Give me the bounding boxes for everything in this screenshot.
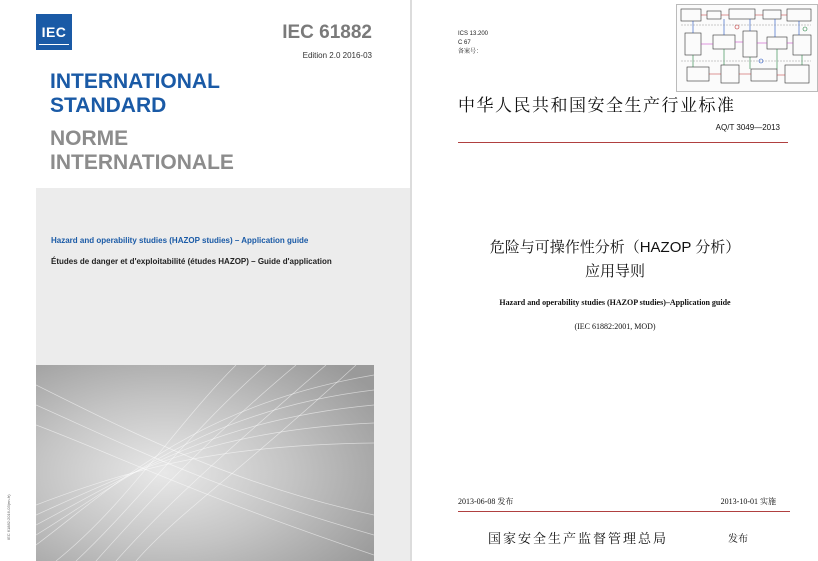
- implementation-date: 2013-10-01 实施: [720, 497, 776, 506]
- record-line: 备案号：: [458, 49, 483, 55]
- abstract-swirl-graphic: [36, 365, 374, 561]
- iec-subtitle-fr: Études de danger et d'exploitabilité (études HAZOP) – Guide d'application: [51, 257, 332, 266]
- pid-diagram-icon: [677, 5, 817, 91]
- iec-equivalence: (IEC 61882:2001, MOD): [574, 322, 656, 331]
- iec-standard-number: IEC 61882: [282, 22, 372, 43]
- top-rule: [458, 142, 788, 143]
- cn-title-line-1: 危险与可操作性分析（HAZOP 分析）: [489, 239, 741, 256]
- ics-line: ICS 13.200: [458, 31, 489, 37]
- international-standard-title: INTERNATIONAL STANDARD: [50, 70, 220, 117]
- cn-document-title: [460, 236, 770, 284]
- cn-cover-page: [412, 0, 818, 561]
- process-diagram-thumbnail: [676, 4, 818, 92]
- bottom-rule: [458, 511, 790, 512]
- publish-label: 发布: [728, 534, 748, 545]
- iec-logo: IEC: [36, 14, 72, 50]
- cn-standard-code: AQ/T 3049—2013: [715, 123, 780, 132]
- iec-subtitle-en: Hazard and operability studies (HAZOP studies) – Application guide: [51, 236, 309, 245]
- cn-english-title: Hazard and operability studies (HAZOP studies)–Application guide: [499, 298, 731, 307]
- issue-date: 2013-06-08 发布: [458, 497, 514, 506]
- iec-vertical-code: IEC 61882:2016-03(en-fr): [6, 494, 11, 540]
- class-line: C 67: [458, 40, 471, 46]
- cn-title-line-2: 应用导则: [584, 263, 645, 280]
- norme-internationale-title: NORME INTERNATIONALE: [50, 127, 234, 174]
- ics-block: [458, 30, 488, 57]
- iec-edition: Edition 2.0 2016-03: [302, 51, 372, 60]
- publisher-name: 国家安全生产监督管理总局: [488, 531, 669, 546]
- swirl-lines-icon: [36, 365, 374, 561]
- cn-standard-header: 中华人民共和国安全生产行业标准: [458, 96, 736, 115]
